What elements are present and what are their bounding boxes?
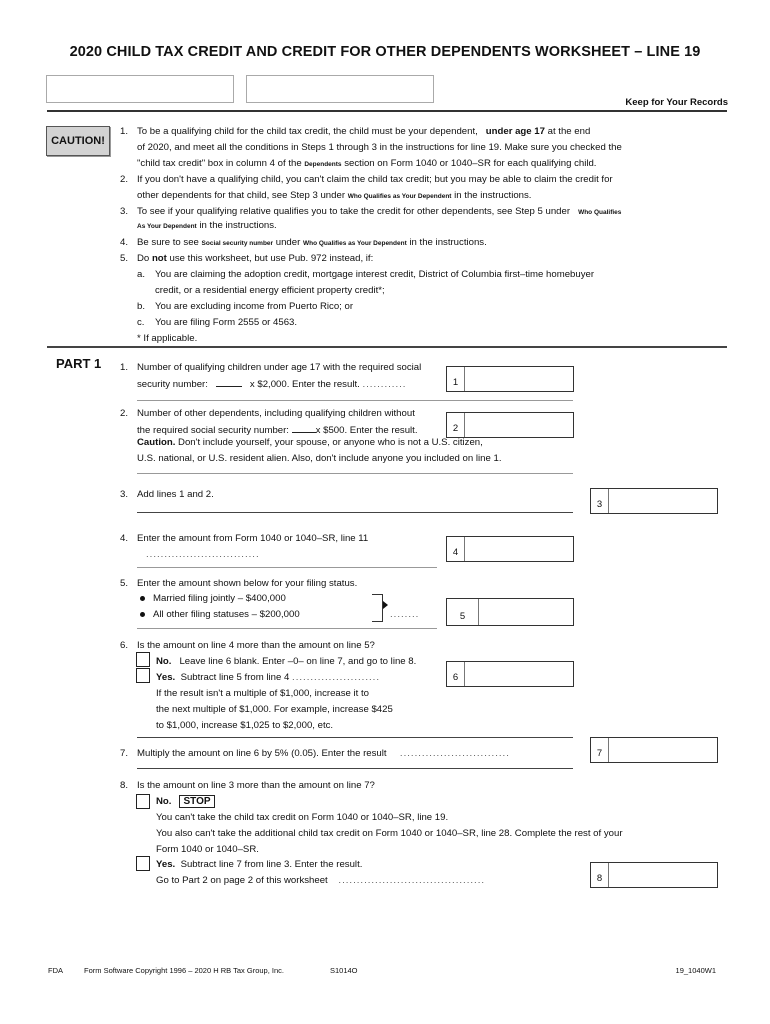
line-8-yes	[156, 859, 362, 871]
line-2-num: 2.	[120, 408, 129, 419]
line-5-amount-box[interactable]	[446, 598, 574, 626]
keep-records-label: Keep for Your Records	[625, 97, 728, 108]
line-8-no-line2: You also can't take the additional child tax credit on Form 1040 or 1040–SR, line 28. Complete the rest of your	[156, 828, 623, 839]
instruction-3-line2	[137, 220, 277, 233]
leader-dots: ............	[362, 379, 407, 390]
line-1-text: Number of qualifying children under age 17 with the required social	[137, 362, 422, 373]
bullet-icon	[140, 596, 145, 601]
line-4-box-num: 4	[447, 537, 465, 561]
sub-c-text: You are filing Form 2555 or 4563.	[155, 317, 298, 328]
line-3-box-num: 3	[591, 489, 609, 513]
sub-b-text: You are excluding income from Puerto Rico; or	[155, 301, 354, 312]
line-2-value[interactable]	[465, 413, 573, 437]
line-8-no	[156, 796, 215, 808]
line-8-no-line1: You can't take the child tax credit on Form 1040 or 1040–SR, line 19.	[156, 812, 449, 823]
line-2-caution2: U.S. national, or U.S. resident alien. Also, don't include anyone you included on line 1.	[137, 453, 502, 464]
instruction-4-num: 4.	[120, 237, 129, 248]
line-1-text2	[137, 377, 406, 391]
line-7-num: 7.	[120, 748, 129, 759]
line-1-box-num: 1	[447, 367, 465, 391]
instruction-ref: Dependents	[304, 161, 342, 168]
line-7-text	[137, 748, 510, 760]
line-4-num: 4.	[120, 533, 129, 544]
line-8-yes-checkbox[interactable]	[136, 856, 150, 871]
sub-a-line1: You are claiming the adoption credit, mortgage interest credit, District of Columbia first–time homebuyer	[155, 269, 595, 280]
line-6-box-num: 6	[447, 662, 465, 686]
option-bold: Yes.	[156, 859, 176, 870]
instruction-ref: Social security number	[201, 240, 274, 247]
instruction-2-line1: If you don't have a qualifying child, you can't claim the child tax credit; but you may be able to claim the credit for	[137, 174, 613, 185]
instruction-ref: Who Qualifies as Your Dependent	[347, 193, 452, 200]
instruction-text: other dependents for that child, see Step 3 under	[137, 190, 346, 201]
line-2-count-input[interactable]	[292, 423, 316, 433]
line-divider	[137, 567, 437, 568]
line-7-amount-box[interactable]	[590, 737, 718, 763]
instruction-1-line2: of 2020, and meet all the conditions in Steps 1 through 3 in the instructions for line 19. Make sure you checked the	[137, 142, 622, 153]
instruction-4-line	[137, 237, 487, 250]
line-text: x $2,000. Enter the result.	[249, 379, 360, 390]
instruction-ref: Who Qualifies as Your Dependent	[302, 240, 407, 247]
line-4-text: Enter the amount from Form 1040 or 1040–SR, line 11	[137, 533, 369, 544]
line-divider	[137, 768, 573, 769]
sub-c-label: c.	[137, 317, 145, 328]
line-text: x $500. Enter the result.	[315, 425, 418, 436]
footnote: * If applicable.	[137, 333, 198, 344]
line-6-num: 6.	[120, 640, 129, 651]
line-text: Multiply the amount on line 6 by 5% (0.05). Enter the result	[137, 748, 387, 759]
footer-code: S1014O	[330, 966, 358, 975]
line-6-note3: to $1,000, increase $1,025 to $2,000, etc.	[156, 720, 334, 731]
line-7-box-num: 7	[591, 738, 609, 762]
instruction-2-line2	[137, 190, 531, 203]
line-6-note1: If the result isn't a multiple of $1,000, increase it to	[156, 688, 370, 699]
line-1-value[interactable]	[465, 367, 573, 391]
leader-dots: ........................	[292, 672, 381, 683]
header-divider	[47, 110, 727, 112]
instruction-text: in the instructions.	[454, 190, 532, 201]
header-field-1[interactable]	[46, 75, 234, 103]
leader-dots: ........................................	[338, 875, 486, 886]
instruction-1-line1	[137, 126, 590, 138]
instruction-bold: not	[151, 253, 167, 264]
option-text: Leave line 6 blank. Enter –0– on line 7, and go to line 8.	[179, 656, 417, 667]
line-2-text: Number of other dependents, including qualifying children without	[137, 408, 415, 419]
line-3-num: 3.	[120, 489, 129, 500]
instruction-2-num: 2.	[120, 174, 129, 185]
header-field-2[interactable]	[246, 75, 434, 103]
instruction-3-num: 3.	[120, 206, 129, 217]
line-6-yes-checkbox[interactable]	[136, 668, 150, 683]
line-6-value[interactable]	[465, 662, 573, 686]
option-text: Subtract line 5 from line 4	[180, 672, 290, 683]
line-8-num: 8.	[120, 780, 129, 791]
line-1-amount-box[interactable]	[446, 366, 574, 392]
instruction-text: Do	[137, 253, 150, 264]
line-6-question: Is the amount on line 4 more than the amount on line 5?	[137, 640, 375, 651]
line-6-yes	[156, 672, 380, 684]
line-8-yes-line2	[156, 875, 485, 887]
instruction-5-line	[137, 253, 373, 265]
instruction-text: in the instructions.	[199, 220, 277, 231]
instruction-text: To see if your qualifying relative qualifies you to take the credit for other dependents, see Step 5 under	[137, 206, 571, 217]
instruction-text: "child tax credit" box in column 4 of the	[137, 158, 302, 169]
filing-option-joint	[140, 593, 286, 605]
line-text: security number:	[137, 379, 208, 390]
footer-left: FDA	[48, 966, 63, 975]
stop-badge: STOP	[179, 795, 214, 808]
instruction-text: use this worksheet, but use Pub. 972 instead, if:	[169, 253, 374, 264]
line-6-amount-box[interactable]	[446, 661, 574, 687]
instruction-5-num: 5.	[120, 253, 129, 264]
section-divider	[47, 346, 727, 348]
line-5-box-num: 5	[447, 599, 479, 625]
footer-copyright: Form Software Copyright 1996 – 2020 H RB Tax Group, Inc.	[84, 966, 284, 975]
arrow-right-icon	[383, 601, 388, 609]
line-8-box-num: 8	[591, 863, 609, 887]
line-1-count-input[interactable]	[216, 377, 242, 387]
line-5-text: Enter the amount shown below for your filing status.	[137, 578, 358, 589]
leader-dots: ..............................	[399, 748, 510, 759]
instruction-text: in the instructions.	[409, 237, 487, 248]
line-5-num: 5.	[120, 578, 129, 589]
line-4-value[interactable]	[465, 537, 573, 561]
filing-option-other	[140, 609, 300, 621]
sub-a-label: a.	[137, 269, 146, 280]
instruction-ref: Who Qualifies	[578, 209, 622, 216]
line-8-question: Is the amount on line 3 more than the amount on line 7?	[137, 780, 375, 791]
footer-form-id: 19_1040W1	[675, 966, 716, 975]
instruction-bold: under age 17	[485, 126, 545, 137]
line-6-no	[156, 656, 416, 668]
caution-badge: CAUTION!	[46, 126, 110, 156]
line-7-value[interactable]	[609, 738, 717, 762]
option-bold: No.	[156, 796, 172, 807]
line-3-text: Add lines 1 and 2.	[137, 489, 214, 500]
bracket-icon	[372, 594, 383, 622]
line-text: the required social security number:	[137, 425, 289, 436]
caution-text: Don't include yourself, your spouse, or anyone who is not a U.S. citizen,	[178, 437, 483, 448]
line-8-amount-box[interactable]	[590, 862, 718, 888]
bullet-icon	[140, 612, 145, 617]
line-8-no-line3: Form 1040 or 1040–SR.	[156, 844, 259, 855]
instruction-1-num: 1.	[120, 126, 129, 137]
line-2-box-num: 2	[447, 413, 465, 437]
option-bold: Yes.	[156, 672, 176, 683]
instruction-3-line1	[137, 206, 621, 219]
instruction-text: under	[275, 237, 301, 248]
instruction-text: at the end	[547, 126, 591, 137]
instruction-1-line3	[137, 158, 596, 171]
instruction-text: To be a qualifying child for the child tax credit, the child must be your dependent,	[137, 126, 478, 137]
line-8-value[interactable]	[609, 863, 717, 887]
line-1-num: 1.	[120, 362, 129, 373]
leader-dots: ........	[390, 609, 420, 620]
instruction-ref: As Your Dependent	[137, 223, 197, 230]
sub-b-label: b.	[137, 301, 146, 312]
line-5-value[interactable]	[479, 599, 573, 625]
line-divider	[137, 628, 437, 629]
line-8-no-checkbox[interactable]	[136, 794, 150, 809]
option-text: All other filing statuses – $200,000	[153, 609, 300, 620]
line-divider	[137, 473, 573, 474]
instruction-text: section on Form 1040 or 1040–SR for each qualifying child.	[344, 158, 597, 169]
option-text: Married filing jointly – $400,000	[153, 593, 286, 604]
line-2-amount-box[interactable]	[446, 412, 574, 438]
line-divider	[137, 512, 573, 513]
line-2-caution	[137, 437, 483, 449]
line-divider	[137, 737, 573, 738]
line-divider	[137, 400, 573, 401]
sub-a-line2: credit, or a residential energy efficient property credit*;	[155, 285, 385, 296]
line-6-note2: the next multiple of $1,000. For example, increase $425	[156, 704, 393, 715]
leader-dots: ...............................	[146, 549, 260, 560]
worksheet-title: 2020 CHILD TAX CREDIT AND CREDIT FOR OTHER DEPENDENTS WORKSHEET – LINE 19	[69, 44, 701, 60]
instruction-text: Be sure to see	[137, 237, 199, 248]
line-3-value[interactable]	[609, 489, 717, 513]
option-bold: No.	[156, 656, 172, 667]
part-1-label: PART 1	[56, 356, 102, 371]
line-3-amount-box[interactable]	[590, 488, 718, 514]
line-6-no-checkbox[interactable]	[136, 652, 150, 667]
line-4-amount-box[interactable]	[446, 536, 574, 562]
option-text: Subtract line 7 from line 3. Enter the result.	[180, 859, 363, 870]
caution-bold: Caution.	[137, 437, 176, 448]
option-text: Go to Part 2 on page 2 of this worksheet	[156, 875, 328, 886]
line-2-text2	[137, 423, 418, 437]
